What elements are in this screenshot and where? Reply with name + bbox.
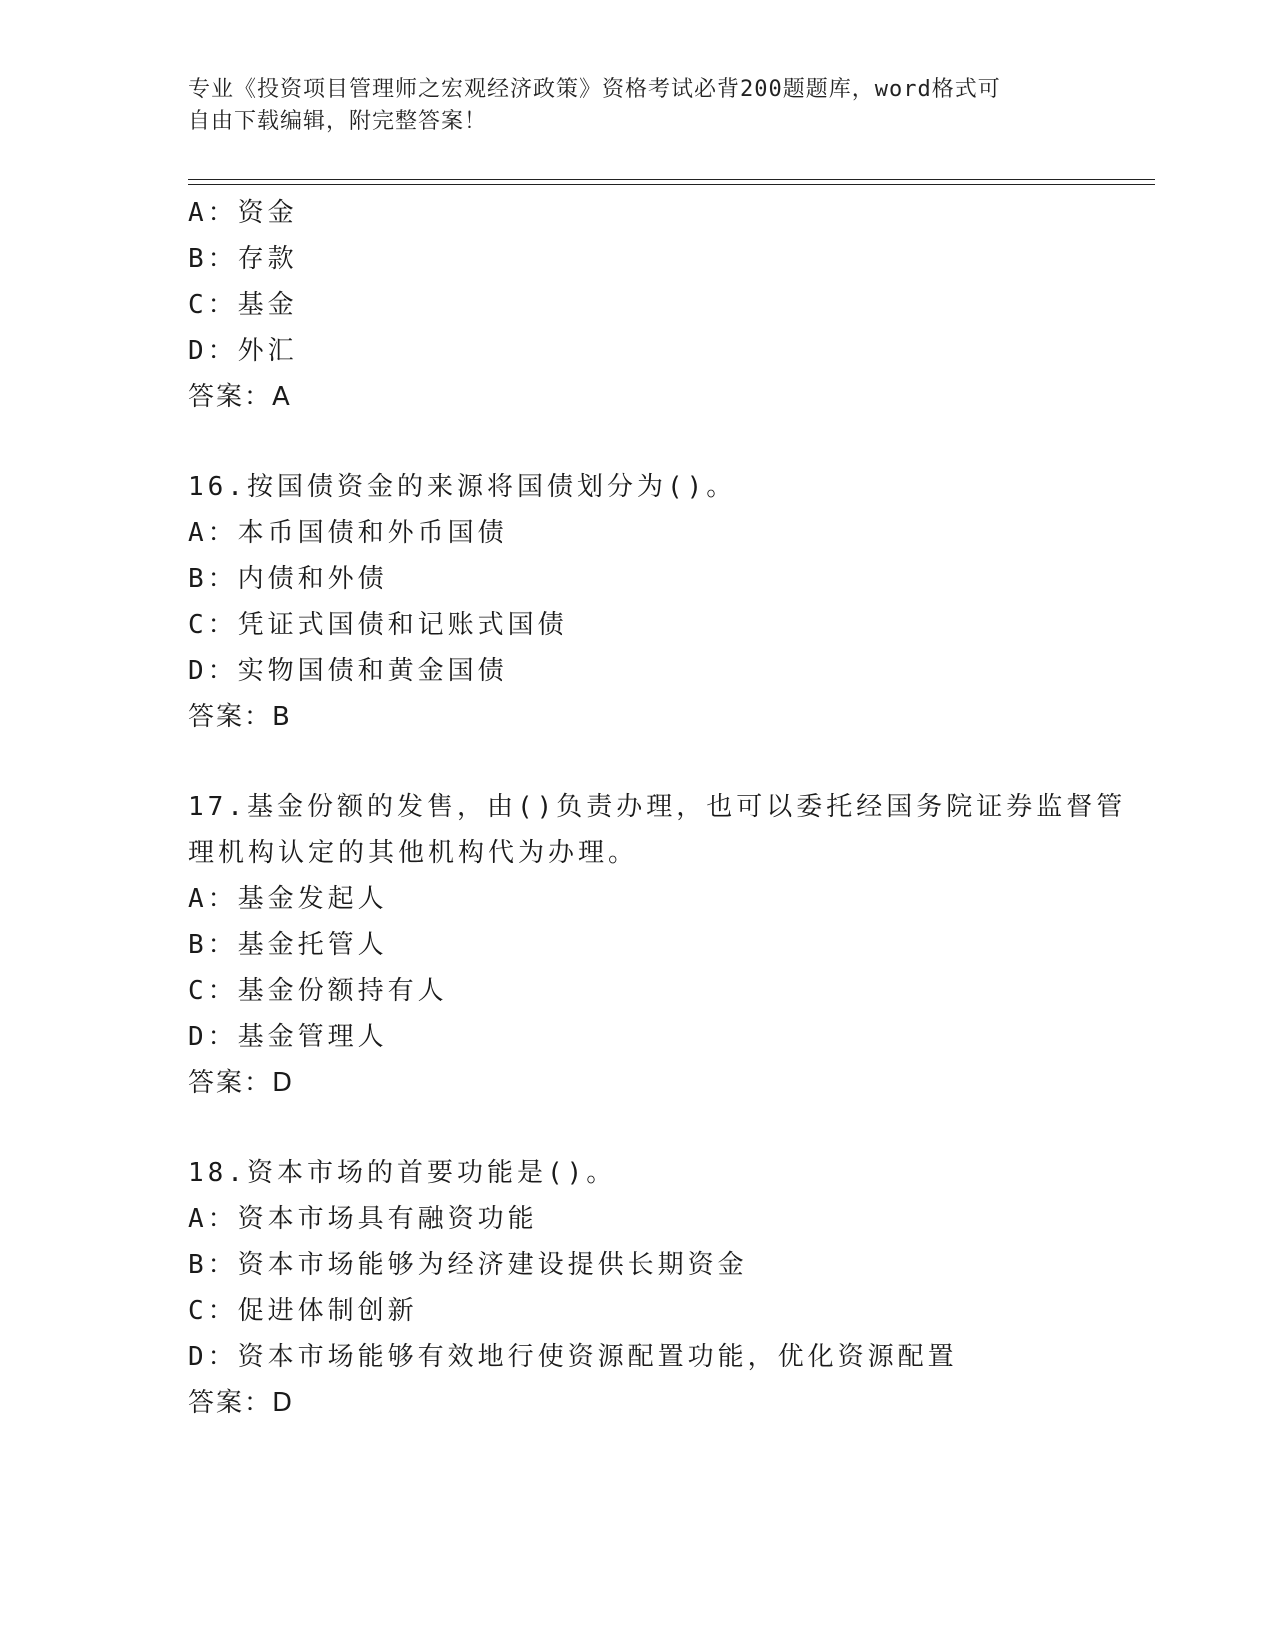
option-b: B：资本市场能够为经济建设提供长期资金 <box>188 1250 748 1280</box>
question-18 <box>188 1150 1088 1426</box>
option-b: B：基金托管人 <box>188 930 388 960</box>
option-a: A：资本市场具有融资功能 <box>188 1204 538 1234</box>
header-line-1: 专业《投资项目管理师之宏观经济政策》资格考试必背200题题库，word格式可 <box>188 77 1001 102</box>
spacer <box>188 1106 1088 1150</box>
question-text: 16.按国债资金的来源将国债划分为()。 <box>188 472 737 502</box>
option-c: C：凭证式国债和记账式国债 <box>188 610 568 640</box>
option-a: A：资金 <box>188 198 298 228</box>
answer: 答案：B <box>188 702 292 732</box>
question-16 <box>188 464 1088 740</box>
option-a: A：基金发起人 <box>188 884 388 914</box>
document-header <box>188 74 1088 138</box>
option-d: D：外汇 <box>188 336 298 366</box>
header-rule-bottom <box>188 184 1155 185</box>
spacer <box>188 420 1088 464</box>
option-d: D：资本市场能够有效地行使资源配置功能，优化资源配置 <box>188 1342 958 1372</box>
option-c: C：基金份额持有人 <box>188 976 448 1006</box>
answer: 答案：D <box>188 1388 295 1418</box>
question-text-line-2: 理机构认定的其他机构代为办理。 <box>188 838 639 868</box>
question-15 <box>188 190 1088 420</box>
option-b: B：存款 <box>188 244 298 274</box>
option-d: D：实物国债和黄金国债 <box>188 656 508 686</box>
option-c: C：促进体制创新 <box>188 1296 418 1326</box>
option-a: A：本币国债和外币国债 <box>188 518 508 548</box>
option-b: B：内债和外债 <box>188 564 388 594</box>
question-text: 18.资本市场的首要功能是()。 <box>188 1158 617 1188</box>
header-rule-top <box>188 179 1155 180</box>
question-list <box>188 190 1127 1426</box>
answer: 答案：D <box>188 1068 295 1098</box>
option-d: D：基金管理人 <box>188 1022 388 1052</box>
header-line-2: 自由下载编辑，附完整答案！ <box>188 109 488 134</box>
option-c: C：基金 <box>188 290 298 320</box>
answer: 答案：A <box>188 382 292 412</box>
spacer <box>188 740 1088 784</box>
question-17 <box>188 784 1127 1106</box>
question-text-line-1: 17.基金份额的发售，由()负责办理，也可以委托经国务院证券监督管 <box>188 792 1127 822</box>
